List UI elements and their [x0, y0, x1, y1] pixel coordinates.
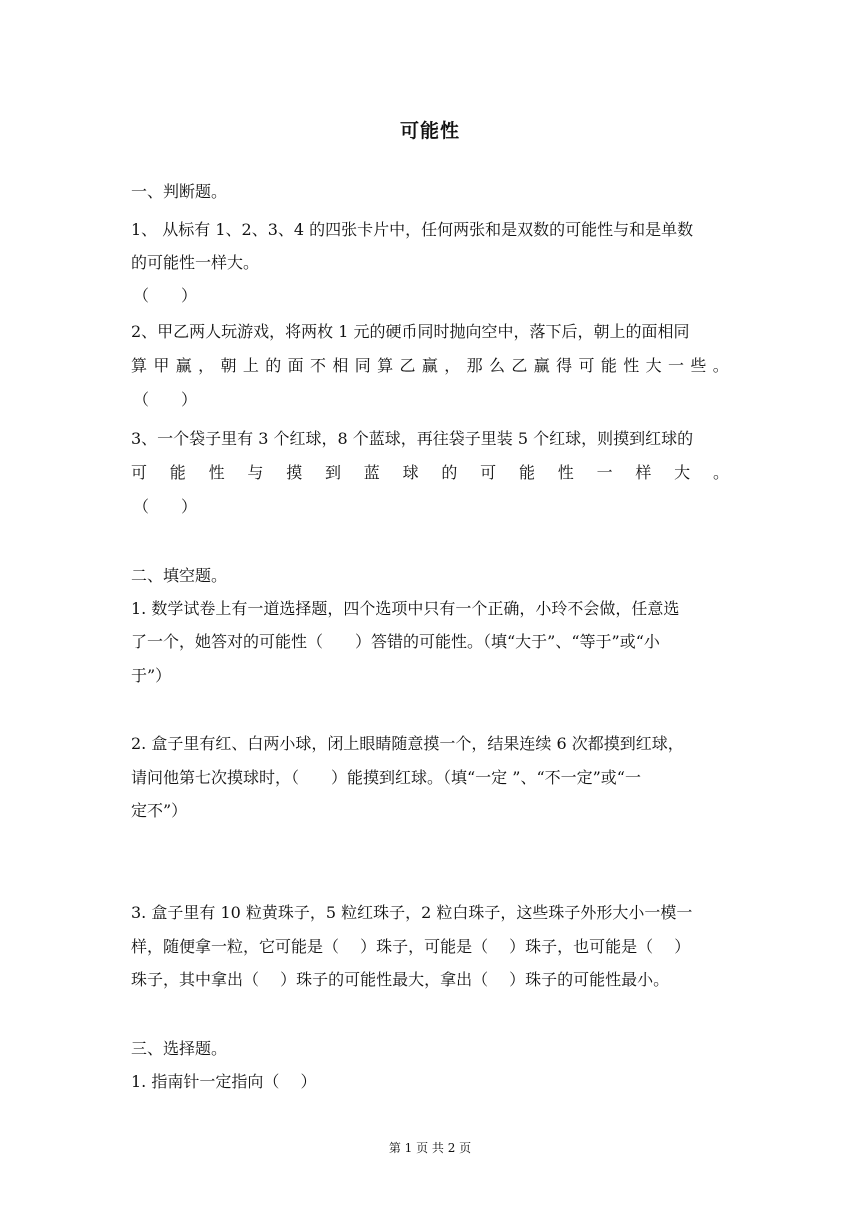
justified-char: 的	[441, 463, 458, 482]
justified-char: 能	[518, 463, 535, 482]
judge-q2-line1: 2、甲乙两人玩游戏，将两枚 1 元的硬币同时抛向空中，落下后，朝上的面相同	[131, 322, 690, 341]
judge-q3-blank: （ ）	[133, 497, 198, 516]
justified-char: 。	[712, 463, 729, 482]
judge-q2-blank: （ ）	[133, 390, 198, 409]
judge-q2-line2	[131, 356, 729, 376]
justified-char: 甲	[153, 356, 170, 375]
fill-q3-line3: 珠子，其中拿出（ ）珠子的可能性最大，拿出（ ）珠子的可能性最小。	[131, 970, 670, 989]
fill-q3-line1: 3. 盒子里有 10 粒黄珠子，5 粒红珠子，2 粒白珠子，这些珠子外形大小一模一	[131, 903, 693, 922]
fill-q2-line2: 请问他第七次摸球时，（ ）能摸到红球。（填“一定 ”、“不一定”或“一	[131, 768, 641, 787]
justified-char: 大	[645, 356, 662, 375]
justified-char: 赢	[533, 356, 550, 375]
justified-char: 可	[480, 463, 497, 482]
section-heading-fill: 二、填空题。	[131, 566, 228, 585]
fill-q1-line3: 于”）	[131, 666, 172, 685]
section-heading-judge: 一、判断题。	[131, 182, 228, 201]
section-heading-choice: 三、选择题。	[131, 1039, 228, 1058]
justified-char: 性	[557, 463, 574, 482]
judge-q1-line2: 的可能性一样大。	[131, 253, 260, 272]
justified-char: 些	[690, 356, 707, 375]
page-title: 可能性	[399, 120, 460, 142]
justified-char: ，	[444, 356, 461, 375]
justified-char: 乙	[399, 356, 416, 375]
judge-q3-line2	[131, 463, 729, 483]
justified-char: 大	[674, 463, 691, 482]
justified-char: 能	[600, 356, 617, 375]
justified-char: 上	[242, 356, 259, 375]
justified-char: 赢	[175, 356, 192, 375]
fill-q1-line2: 了一个，她答对的可能性（ ）答错的可能性。（填“大于”、“等于”或“小	[131, 632, 660, 651]
judge-q1-line1: 1、 从标有 1、2、3、4 的四张卡片中，任何两张和是双数的可能性与和是单数	[131, 220, 694, 239]
justified-char: 的	[265, 356, 282, 375]
justified-char: 一	[596, 463, 613, 482]
justified-char: ，	[198, 356, 215, 375]
justified-char: 。	[712, 356, 729, 375]
justified-char: 赢	[421, 356, 438, 375]
justified-char: 面	[287, 356, 304, 375]
justified-char: 同	[354, 356, 371, 375]
justified-char: 样	[635, 463, 652, 482]
justified-char: 性	[208, 463, 225, 482]
justified-char: 能	[169, 463, 186, 482]
page-footer: 第 1 页 共 2 页	[388, 1141, 472, 1155]
justified-char: 性	[623, 356, 640, 375]
justified-char: 到	[324, 463, 341, 482]
justified-char: 可	[131, 463, 148, 482]
justified-char: 蓝	[363, 463, 380, 482]
fill-q3-line2: 样，随便拿一粒，它可能是（ ）珠子，可能是（ ）珠子，也可能是（ ）	[131, 937, 691, 956]
choice-q1: 1. 指南针一定指向（ ）	[131, 1072, 317, 1091]
judge-q3-line1: 3、一个袋子里有 3 个红球，8 个蓝球，再往袋子里装 5 个红球，则摸到红球的	[131, 429, 694, 448]
justified-char: 么	[489, 356, 506, 375]
justified-char: 算	[377, 356, 394, 375]
justified-char: 摸	[286, 463, 303, 482]
justified-char: 那	[466, 356, 483, 375]
justified-char: 得	[556, 356, 573, 375]
justified-char: 球	[402, 463, 419, 482]
judge-q1-blank: （ ）	[133, 286, 198, 305]
fill-q1-line1: 1. 数学试卷上有一道选择题，四个选项中只有一个正确，小玲不会做，任意选	[131, 599, 680, 618]
fill-q2-line3: 定不”）	[131, 801, 188, 820]
justified-char: 朝	[220, 356, 237, 375]
justified-char: 相	[332, 356, 349, 375]
justified-char: 一	[668, 356, 685, 375]
justified-char: 算	[131, 356, 148, 375]
justified-char: 与	[247, 463, 264, 482]
fill-q2-line1: 2. 盒子里有红、白两小球，闭上眼睛随意摸一个，结果连续 6 次都摸到红球，	[131, 734, 684, 753]
justified-char: 可	[578, 356, 595, 375]
justified-char: 乙	[511, 356, 528, 375]
justified-char: 不	[310, 356, 327, 375]
